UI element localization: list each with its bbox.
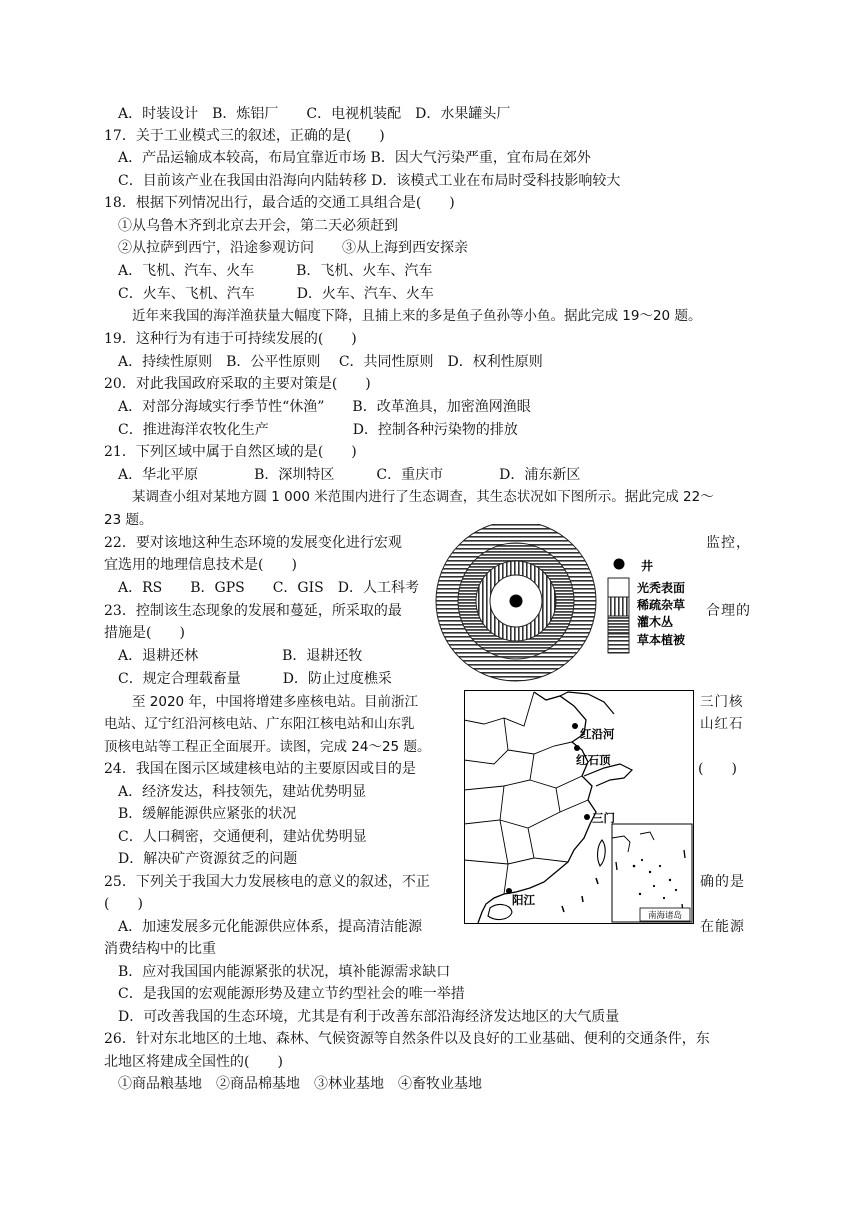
q17-options-cd: C．目前该产业在我国由沿海向内陆转移 D．该模式工业在布局时受科技影响较大 [118,173,621,189]
q17-options-ab: A．产品运输成本较高，布局宜靠近市场 B．因大气污染严重，宜布局在郊外 [118,150,591,166]
q23-stem-right: 合理的 [706,603,751,619]
q25-option-c: C．是我国的宏观能源形势及建立节约型社会的唯一举措 [118,986,465,1002]
legend-label-bare: 光秃表面 [637,581,686,595]
well-marker [510,595,523,608]
q20-options-cd: C．推进海洋农牧化生产 D．控制各种污染物的排放 [118,422,518,438]
q26-stem-line1-text: 26．针对东北地区的土地、森林、气候资源等自然条件以及良好的工业基础、便利的交通条件，东 [104,1031,710,1047]
q24-option-a: A．经济发达，科技领先，建站优势明显 [118,784,367,800]
q25-option-b: B．应对我国国内能源紧张的状况，填补能源需求缺口 [118,964,451,980]
q21-options: A．华北平原 B．深圳特区 C．重庆市 D．浦东新区 [118,467,581,483]
legend-label-shrub: 灌木丛 [637,615,674,629]
label-sanmen: 三门 [592,811,615,825]
q19-stem: 19．这种行为有违于可持续发展的( ) [104,331,357,347]
intro-19-20: 近年来我国的海洋渔获量大幅度下降，且捕上来的多是鱼子鱼孙等小鱼。据此完成 19～20 题。 [132,308,702,324]
legend-weed-swatch [608,597,629,616]
q25-option-a-left: A．加速发展多元化能源供应体系，提高清洁能源 [118,919,423,935]
q22-stem-right: 监控， [706,535,751,551]
q16-options: A．时装设计 B．炼铝厂 C．电视机装配 D．水果罐头厂 [118,106,511,122]
q18-options-ab: A．飞机、汽车、火车 B．飞机、火车、汽车 [118,263,433,279]
q24-option-b: B．缓解能源供应紧张的状况 [118,806,297,822]
q24-stem: 24．我国在图示区域建核电站的主要原因或目的是 [104,761,416,777]
q25-stem-left: 25．下列关于我国大力发展核电的意义的叙述，不正 [104,874,430,890]
legend-label-well: 井 [641,559,654,573]
marker-hongshiding [574,745,580,751]
q21-stem: 21．下列区域中属于自然区域的是( ) [104,444,357,460]
q23-options-ab: A．退耕还林 B．退耕还牧 [118,648,363,664]
q25-option-a-right: 在能源 [700,919,745,935]
ecology-diagram [430,524,702,682]
inset-frame [612,824,692,922]
q22-options: A．RS B．GPS C．GIS D．人工科考 [118,580,419,596]
legend-label-weed: 稀疏杂草 [637,598,686,612]
hainan-island [488,905,512,920]
inset-label: 南海诸岛 [647,911,683,921]
q23-options-cd: C．规定合理载畜量 D．防止过度樵采 [118,671,392,687]
legend-well-symbol [614,559,625,570]
nuclear-power-map [464,690,694,924]
q18-options-cd: C．火车、飞机、汽车 D．火车、汽车、火车 [118,286,434,302]
q20-stem: 20．对此我国政府采取的主要对策是( ) [104,376,371,392]
intro-24-25-line3: 顶核电站等工程正全面展开。读图，完成 24～25 题。 [104,739,431,755]
intro-24-25-line1-left: 至 2020 年，中国将增建多座核电站。目前浙江 [132,694,418,710]
q22-stem-line2: 宜选用的地理信息技术是( ) [104,557,297,573]
q25-option-d: D．可改善我国的生态环境，尤其是有利于改善东部沿海经济发达地区的大气质量 [118,1009,620,1025]
marker-hongyanhe [572,723,578,729]
q23-stem-line2: 措施是( ) [104,625,185,641]
q19-options: A．持续性原则 B．公平性原则 C．共同性原则 D．权利性原则 [118,354,543,370]
legend-label-herb: 草本植被 [637,633,686,647]
marker-sanmen [584,814,590,820]
q18-stem: 18．根据下列情况出行，最合适的交通工具组合是( ) [104,195,455,211]
label-hongshiding: 红石顶 [576,753,611,767]
q25-stem-right: 确的是 [700,874,745,890]
legend-bare-swatch [608,578,629,597]
q25-answer-paren: ( ) [104,896,143,912]
q17-stem: 17．关于工业模式三的叙述，正确的是( ) [104,128,385,144]
q24-answer-paren: ( ) [698,761,737,777]
label-yangjiang: 阳江 [512,893,535,907]
intro-24-25-line2-right: 山红石 [700,716,744,732]
q26-stem-line1 [104,1029,758,1049]
legend-herb-swatch [608,634,629,653]
q18-condition-1: ①从乌鲁木齐到北京去开会，第二天必须赶到 [118,218,398,234]
intro-24-25-line2-left: 电站、辽宁红沿河核电站、广东阳江核电站和山东乳 [104,716,415,732]
q20-options-ab: A．对部分海域实行季节性“休渔” B．改革渔具，加密渔网渔眼 [118,399,531,415]
q22-stem-left: 22．要对该地这种生态环境的发展变化进行宏观 [104,535,402,551]
q18-condition-2-3: ②从拉萨到西宁，沿途参观访问 ③从上海到西安探亲 [118,240,468,256]
intro-24-25-line1-right: 三门核 [700,694,744,710]
q26-options: ①商品粮基地 ②商品棉基地 ③林业基地 ④畜牧业基地 [118,1076,482,1092]
intro-22-23-line1: 某调查小组对某地方圆 1 000 米范围内进行了生态调查，其生态状况如下图所示。据此完成 22～ [132,489,714,505]
q24-option-d: D．解决矿产资源贫乏的问题 [118,851,298,867]
q25-option-a-line2: 消费结构中的比重 [104,941,216,957]
q23-stem-left: 23．控制该生态现象的发展和蔓延，所采取的最 [104,603,402,619]
q24-option-c: C．人口稠密，交通便利，建站优势明显 [118,829,367,845]
legend-shrub-swatch [608,616,629,634]
q26-stem-line2: 北地区将建成全国性的( ) [104,1054,283,1070]
intro-22-23-line2: 23 题。 [104,512,153,528]
label-hongyanhe: 红沿河 [580,727,615,741]
